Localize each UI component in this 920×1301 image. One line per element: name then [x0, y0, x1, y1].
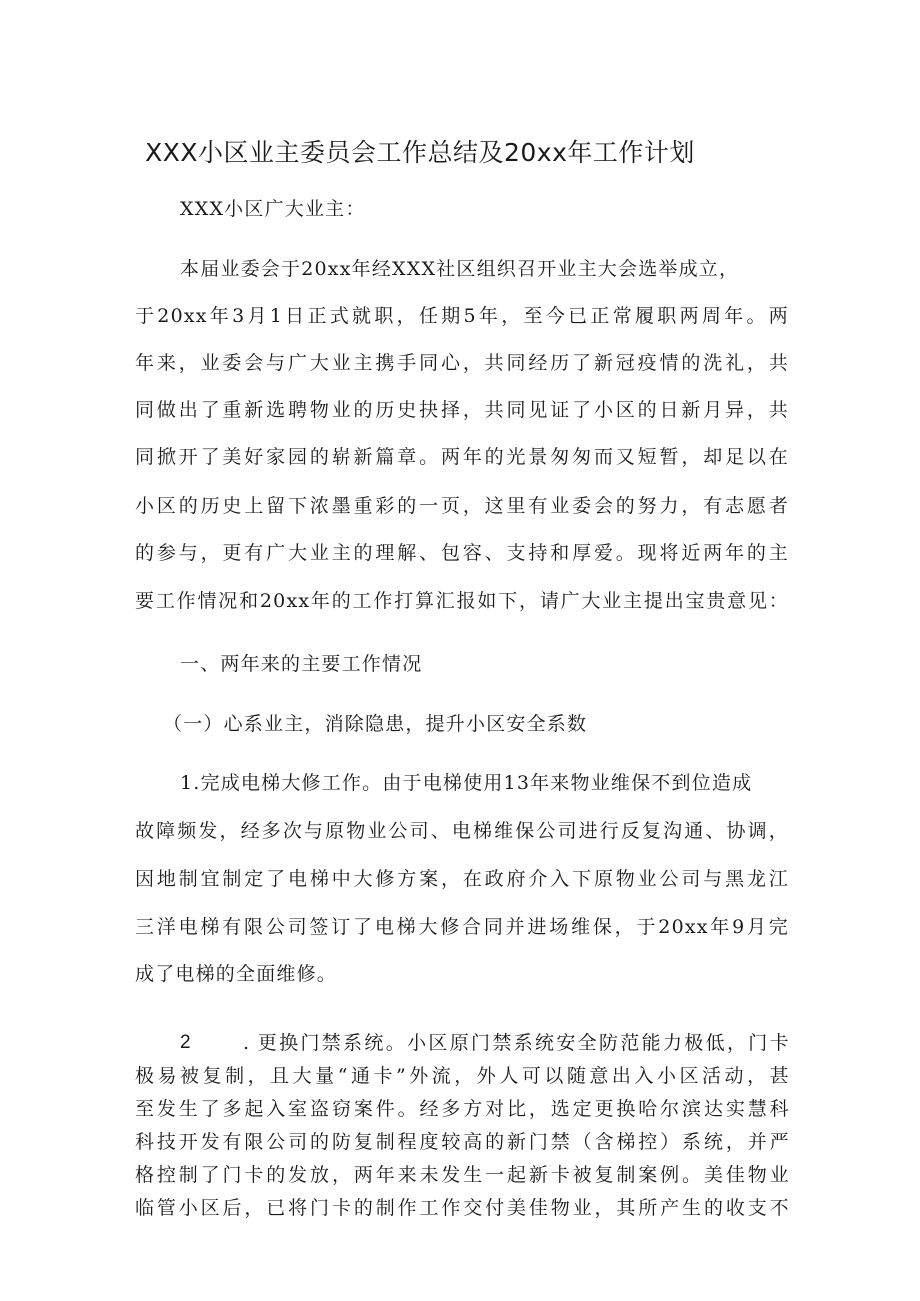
intro-line: 于20xx年3月1日正式就职，任期5年，至今已正常履职两周年。两: [135, 305, 789, 327]
intro-line: 小区的历史上留下浓墨重彩的一页，这里有业委会的努力，有志愿者: [135, 495, 789, 517]
item1-line: 成了电梯的全面维修。: [135, 963, 338, 985]
subsection-heading: （一）心系业主，消除隐患，提升小区安全系数: [163, 713, 588, 735]
item1-line: 三洋电梯有限公司签订了电梯大修合同并进场维保，于20xx年9月完: [135, 916, 789, 938]
item1-line: 故障频发，经多次与原物业公司、电梯维保公司进行反复沟通、协调，: [135, 820, 789, 842]
intro-line: 同做出了重新选聘物业的历史抉择，共同见证了小区的日新月异，共: [135, 399, 789, 421]
salutation: XXX小区广大业主：: [180, 198, 366, 220]
item1-line: 因地制宜制定了电梯中大修方案，在政府介入下原物业公司与黑龙江: [135, 868, 789, 890]
intro-line: 的参与，更有广大业主的理解、包容、支持和厚爱。现将近两年的主: [135, 542, 789, 564]
item2-number: 2: [180, 1032, 192, 1053]
intro-line: 年来，业委会与广大业主携手同心，共同经历了新冠疫情的洗礼，共: [135, 352, 789, 374]
intro-line: 要工作情况和20xx年的工作打算汇报如下，请广大业主提出宝贵意见：: [135, 590, 789, 612]
item2-line: 格控制了门卡的发放，两年来未发生一起新卡被复制案例。美佳物业: [135, 1164, 789, 1186]
item1-line: 1.完成电梯大修工作。由于电梯使用13年来物业维保不到位造成: [180, 772, 753, 794]
section-heading: 一、两年来的主要工作情况: [180, 653, 423, 675]
item2-line: 至发生了多起入室盗窃案件。经多方对比，选定更换哈尔滨达实慧科: [135, 1098, 789, 1120]
item2-line: 科技开发有限公司的防复制程度较高的新门禁（含梯控）系统，并严: [135, 1131, 789, 1153]
intro-line: 本届业委会于20xx年经XXX社区组织召开业主大会选举成立，: [180, 258, 740, 280]
document-title: XXX小区业主委员会工作总结及20xx年工作计划: [145, 138, 695, 167]
intro-line: 同掀开了美好家园的崭新篇章。两年的光景匆匆而又短暂，却足以在: [135, 446, 789, 468]
item2-line: 临管小区后，已将门卡的制作工作交付美佳物业，其所产生的收支不: [135, 1197, 789, 1219]
item2-line: 极易被复制，且大量“通卡”外流，外人可以随意出入小区活动，甚: [135, 1065, 789, 1087]
item2-line: . 更换门禁系统。小区原门禁系统安全防范能力极低，门卡: [243, 1032, 789, 1054]
